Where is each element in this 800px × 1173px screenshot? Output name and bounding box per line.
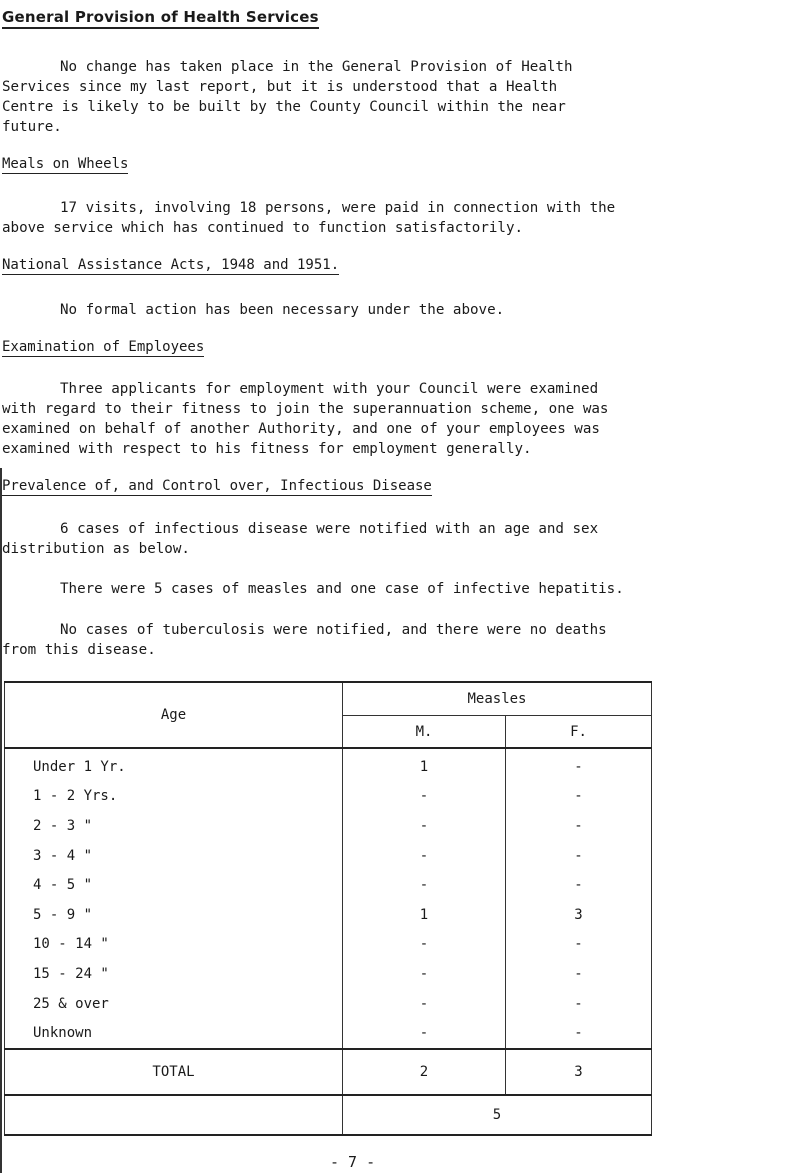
paragraph-meals-on-wheels: 17 visits, involving 18 persons, were paid in connection with the above service which has continued to function satisfactorily. bbox=[2, 200, 616, 236]
male-count-cell: - bbox=[343, 841, 506, 871]
table-grand-total-row bbox=[5, 1095, 652, 1135]
measles-column-header: Measles bbox=[343, 682, 652, 716]
male-count-cell: - bbox=[343, 811, 506, 841]
table-row bbox=[5, 752, 652, 782]
male-count-cell: - bbox=[343, 989, 506, 1019]
table-row bbox=[5, 870, 652, 900]
age-cell: 1 - 2 Yrs. bbox=[5, 782, 343, 812]
female-count-cell: - bbox=[506, 959, 652, 989]
age-column-header: Age bbox=[5, 682, 343, 748]
paragraph-tuberculosis: No cases of tuberculosis were notified, and there were no deaths from this disease. bbox=[2, 622, 607, 658]
paragraph-infectious-disease-notified: 6 cases of infectious disease were notified with an age and sex distribution as below. bbox=[2, 521, 599, 557]
total-label: TOTAL bbox=[5, 1049, 343, 1095]
age-cell: 4 - 5 " bbox=[5, 870, 343, 900]
section-heading-meals-on-wheels: Meals on Wheels bbox=[2, 156, 129, 172]
paragraph-national-assistance: No formal action has been necessary under the above. bbox=[60, 302, 505, 318]
age-cell: 25 & over bbox=[5, 989, 343, 1019]
total-female-cell: 3 bbox=[506, 1049, 652, 1095]
female-count-cell: - bbox=[506, 989, 652, 1019]
paragraph-examination-of-employees: Three applicants for employment with your Council were examined with regard to their fitness to join the superannuation scheme, one was examined on behalf of another Authority, and one of your employees was examined with respect to his fitness for employment generally. bbox=[2, 381, 609, 457]
male-count-cell: - bbox=[343, 782, 506, 812]
male-count-cell: - bbox=[343, 959, 506, 989]
table-row bbox=[5, 1018, 652, 1049]
female-count-cell: - bbox=[506, 752, 652, 782]
female-count-cell: - bbox=[506, 930, 652, 960]
female-count-cell: - bbox=[506, 811, 652, 841]
male-count-cell: - bbox=[343, 870, 506, 900]
male-count-cell: 1 bbox=[343, 900, 506, 930]
age-cell: 2 - 3 " bbox=[5, 811, 343, 841]
table-row bbox=[5, 841, 652, 871]
age-cell: 3 - 4 " bbox=[5, 841, 343, 871]
section-heading-general-provision: General Provision of Health Services bbox=[2, 8, 319, 29]
female-count-cell: - bbox=[506, 782, 652, 812]
female-count-cell: - bbox=[506, 841, 652, 871]
section-heading-infectious-disease: Prevalence of, and Control over, Infectious Disease bbox=[2, 478, 432, 494]
left-margin-rule bbox=[0, 468, 2, 1173]
age-cell: 10 - 14 " bbox=[5, 930, 343, 960]
grand-total-cell: 5 bbox=[343, 1095, 652, 1135]
table-row bbox=[5, 782, 652, 812]
measles-age-sex-table bbox=[4, 681, 652, 1136]
age-cell: Unknown bbox=[5, 1018, 343, 1049]
table-row bbox=[5, 959, 652, 989]
male-column-header: M. bbox=[343, 716, 506, 749]
female-count-cell: - bbox=[506, 1018, 652, 1049]
table-row bbox=[5, 930, 652, 960]
paragraph-measles-hepatitis: There were 5 cases of measles and one case of infective hepatitis. bbox=[60, 581, 624, 597]
male-count-cell: - bbox=[343, 1018, 506, 1049]
male-count-cell: - bbox=[343, 930, 506, 960]
table-row bbox=[5, 811, 652, 841]
page-number: - 7 - bbox=[330, 1153, 376, 1171]
age-cell: 5 - 9 " bbox=[5, 900, 343, 930]
table-row bbox=[5, 989, 652, 1019]
female-column-header: F. bbox=[506, 716, 652, 749]
male-count-cell: 1 bbox=[343, 752, 506, 782]
table-total-row bbox=[5, 1049, 652, 1095]
total-male-cell: 2 bbox=[343, 1049, 506, 1095]
table-row bbox=[5, 900, 652, 930]
age-cell: 15 - 24 " bbox=[5, 959, 343, 989]
age-cell: Under 1 Yr. bbox=[5, 752, 343, 782]
female-count-cell: - bbox=[506, 870, 652, 900]
table-header-row bbox=[5, 682, 652, 716]
section-heading-examination-of-employees: Examination of Employees bbox=[2, 339, 205, 355]
paragraph-general-provision: No change has taken place in the General Provision of Health Services since my last report, but it is understood that a Health Centre is likely to be built by the County Council within the near future. bbox=[2, 59, 573, 135]
female-count-cell: 3 bbox=[506, 900, 652, 930]
section-heading-national-assistance: National Assistance Acts, 1948 and 1951. bbox=[2, 257, 340, 273]
table-body bbox=[5, 752, 652, 1049]
